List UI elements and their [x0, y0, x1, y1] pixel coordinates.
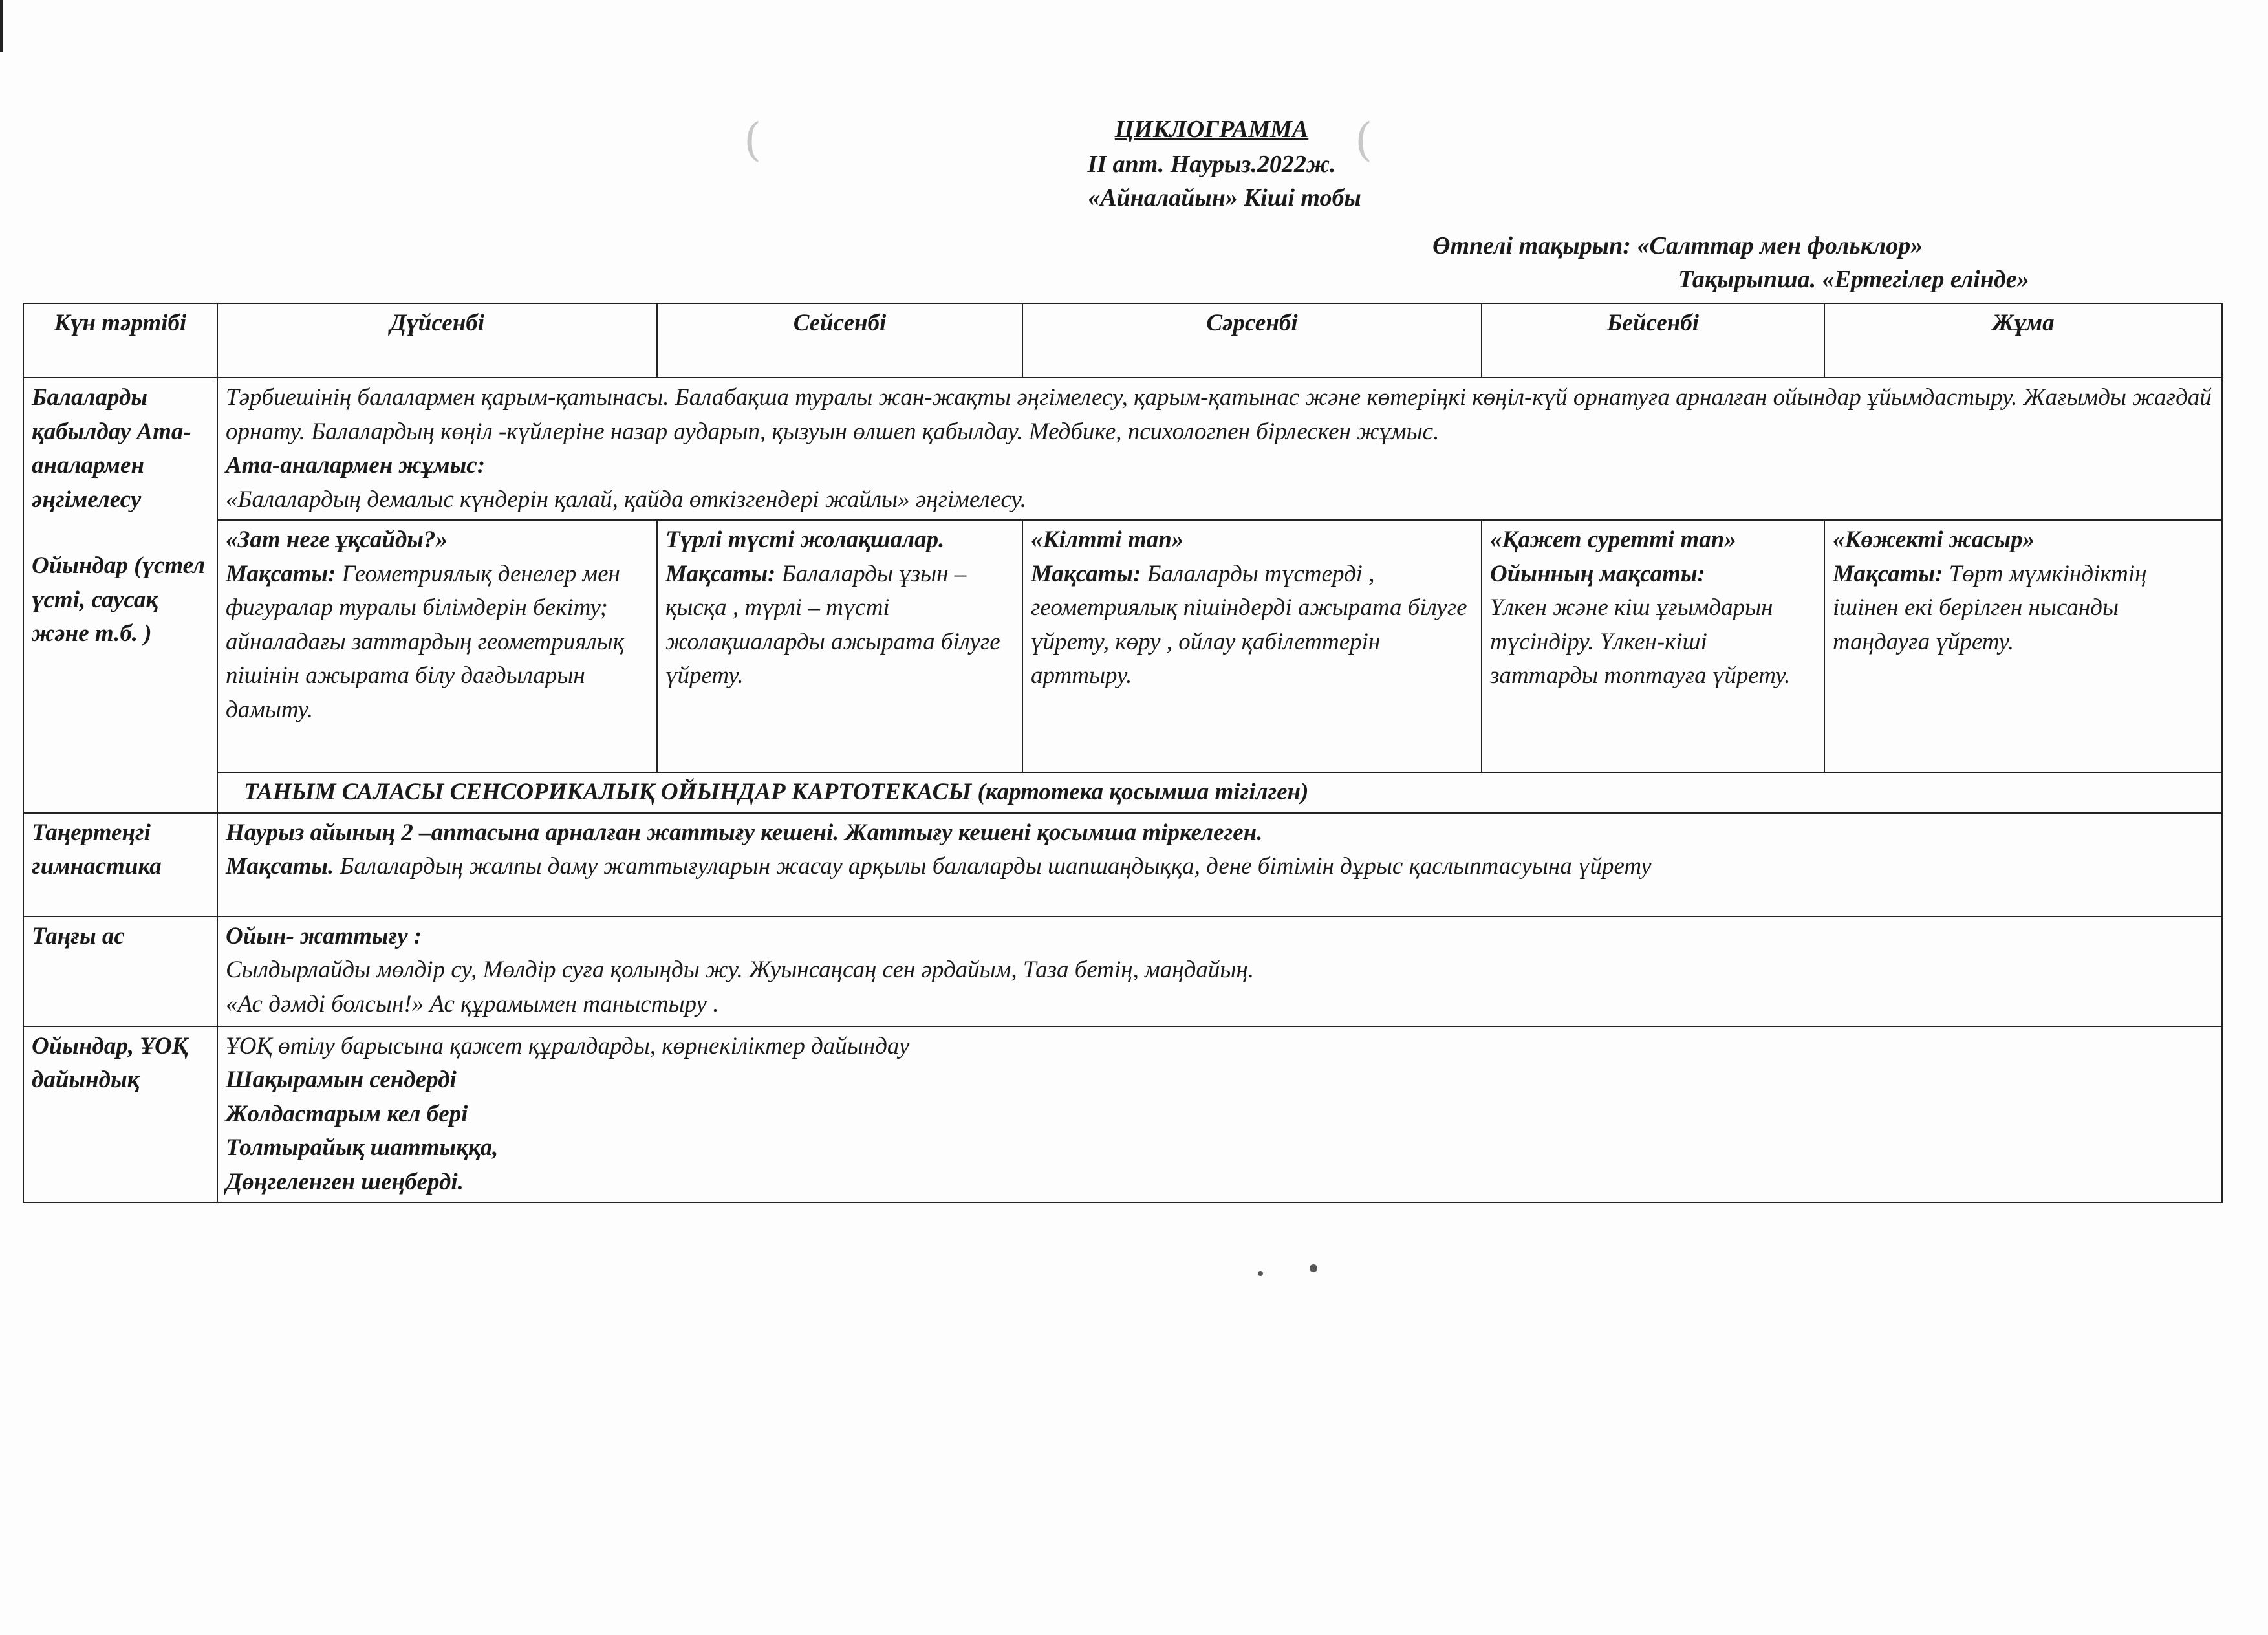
header-regime: Күн тәртібі: [23, 303, 217, 378]
prep-poem-line1: Шақырамын сендерді: [226, 1067, 457, 1094]
game-tuesday-goal: Балаларды ұзын – қысқа , түрлі – түсті жолақшаларды ажырата білуге үйрету.: [665, 560, 1000, 689]
reception-text: Тәрбиешінің балалармен қарым-қатынасы. Балабақша туралы жан-жақты әңгімелесу, қарым-қатынас және көтеріңкі көңіл-күй орнатуға арналған ойындар ұйымдастыру. Жағымды жағдай орнату. Балалардың көңіл -күйлеріне назар аударып, қызуын өлшеп қабылдау. Медбике, психологпен бірлескен жұмыс.: [226, 384, 2212, 445]
header-thursday: Бейсенбі: [1482, 303, 1824, 378]
game-thursday: [1482, 520, 1824, 772]
regime-reception-games: [23, 378, 217, 813]
game-friday-title: «Көжекті жасыр»: [1833, 526, 2035, 554]
gymnastics-goal-label: Мақсаты.: [226, 853, 334, 880]
gymnastics-row: [23, 813, 2222, 916]
game-wednesday-goal-label: Мақсаты:: [1031, 560, 1141, 587]
game-friday-goal: Төрт мүмкіндіктің ішінен екі берілген нысанды таңдауға үйрету.: [1833, 560, 2147, 655]
document-group: «Айналайын» Кіші тобы: [1088, 184, 1361, 211]
prep-line1: ҰОҚ өтілу барысына қажет құралдарды, көрнекіліктер дайындау: [226, 1032, 910, 1059]
cardfile-row: [23, 772, 2222, 813]
gymnastics-label: Таңертеңгі гимнастика: [23, 813, 217, 916]
game-thursday-title: «Қажет суретті тап»: [1490, 526, 1736, 554]
game-tuesday: [657, 520, 1022, 772]
document-week: ІІ апт. Наурыз.2022ж.: [1087, 151, 1336, 178]
game-wednesday-goal: Балаларды түстерді , геометриялық пішіндерді ажырата білуге үйрету, көру , ойлау қабілеттерін арттыру.: [1031, 560, 1467, 689]
gymnastics-goal: Балалардың жалпы даму жаттығуларын жасау арқылы балаларды шапшаңдыққа, дене бітімін дұрыс қаслыптасуына үйрету: [334, 853, 1652, 880]
transition-theme: Өтпелі тақырып: «Салттар мен фольклор»: [1432, 232, 1923, 259]
cardfile-text: ТАНЫМ САЛАСЫ СЕНСОРИКАЛЫҚ ОЙЫНДАР КАРТОТЕКАСЫ (картотека қосымша тігілген): [217, 772, 2222, 813]
prep-cell: [217, 1026, 2222, 1203]
game-monday: [217, 520, 657, 772]
prep-poem-line3: Толтырайық шаттыққа,: [226, 1134, 499, 1162]
game-thursday-goal-label: Ойынның мақсаты:: [1490, 560, 1705, 587]
scan-speck: [1310, 1264, 1317, 1272]
prep-poem-line4: Дөңгеленген шеңберді.: [226, 1168, 464, 1195]
breakfast-row: [23, 916, 2222, 1026]
reception-row: [23, 378, 2222, 520]
gymnastics-cell: [217, 813, 2222, 916]
breakfast-cell: [217, 916, 2222, 1026]
breakfast-title: Ойын- жаттығу :: [226, 922, 422, 949]
header-monday: Дүйсенбі: [217, 303, 657, 378]
games-label: Ойындар (үстел үсті, саусақ және т.б. ): [32, 552, 206, 647]
game-wednesday: [1022, 520, 1482, 772]
header-tuesday: Сейсенбі: [657, 303, 1022, 378]
game-tuesday-goal-label: Мақсаты:: [665, 560, 776, 587]
prep-label: Ойындар, ҰОҚ дайындық: [23, 1026, 217, 1203]
reception-text-cell: [217, 378, 2222, 520]
game-friday: [1824, 520, 2222, 772]
scan-edge-mark: [0, 0, 3, 52]
scan-bracket-mark: (: [1355, 113, 1373, 166]
game-wednesday-title: «Кілтті тап»: [1031, 526, 1184, 554]
parents-title: Ата-аналармен жұмыс:: [226, 452, 486, 479]
gymnastics-line1: Наурыз айының 2 –аптасына арналған жаттығу кешені. Жаттығу кешені қосымша тіркелеген.: [226, 819, 1263, 846]
parents-text: «Балалардың демалыс күндерін қалай, қайда өткізгендері жайлы» әңгімелесу.: [226, 486, 1026, 513]
subtheme: Тақырыпша. «Ертегілер елінде»: [1678, 266, 2029, 293]
header-friday: Жұма: [1824, 303, 2222, 378]
breakfast-line2: «Ас дәмді болсын!» Ас құрамымен таныстыру .: [226, 990, 719, 1017]
scan-bracket-mark: (: [744, 113, 762, 166]
scan-speck: [1258, 1271, 1263, 1276]
header-row: [23, 303, 2222, 378]
reception-label: Балаларды қабылдау Ата-аналармен әңгімелесу: [32, 384, 191, 513]
game-thursday-goal: Үлкен және кіш ұғымдарын түсіндіру. Үлкен-кіші заттарды топтауға үйрету.: [1490, 594, 1791, 689]
prep-poem-line2: Жолдастарым кел бері: [226, 1100, 468, 1127]
prep-row: [23, 1026, 2222, 1203]
games-row: [23, 520, 2222, 772]
game-monday-title: «Зат неге ұқсайды?»: [226, 526, 448, 554]
game-friday-goal-label: Мақсаты:: [1833, 560, 1943, 587]
breakfast-label: Таңғы ас: [23, 916, 217, 1026]
document-title: ЦИКЛОГРАММА: [1114, 116, 1309, 143]
game-monday-goal-label: Мақсаты:: [226, 560, 336, 587]
game-monday-goal: Геометриялық денелер мен фигуралар туралы білімдерін бекіту; айналадағы заттардың геометриялық пішінін ажырата білу дағдыларын дамыту.: [226, 560, 625, 723]
cyclogram-table: [23, 303, 2223, 1203]
game-tuesday-title: Түрлі түсті жолақшалар.: [665, 526, 945, 554]
breakfast-line1: Сылдырлайды мөлдір су, Мөлдір суға қолыңды жу. Жуынсаңсаң сен әрдайым, Таза бетің, маңдайың.: [226, 957, 1255, 984]
header-wednesday: Сәрсенбі: [1022, 303, 1482, 378]
